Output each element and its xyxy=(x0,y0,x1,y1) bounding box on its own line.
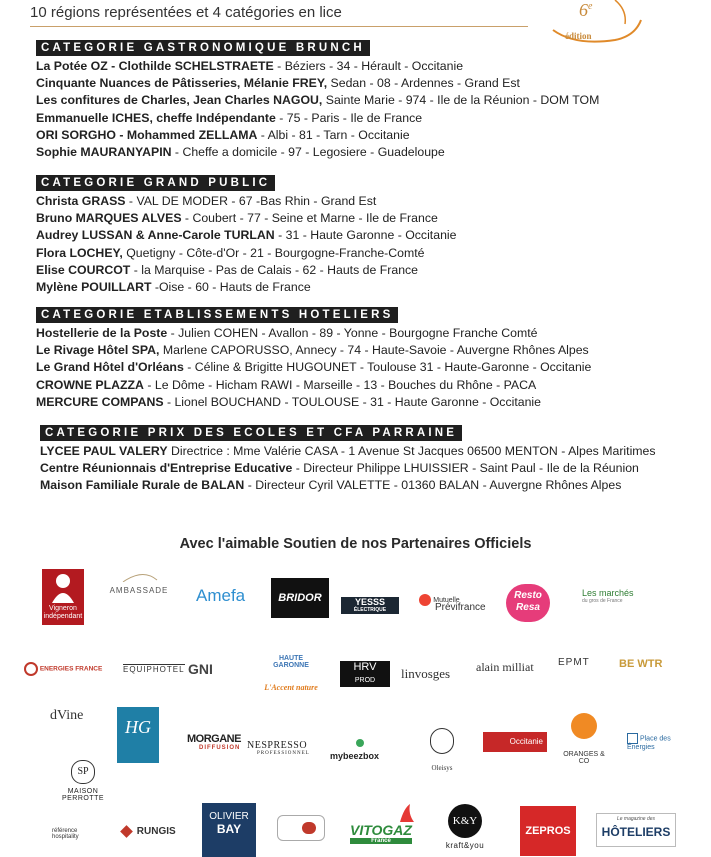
vitogaz-logo xyxy=(350,822,412,844)
header-title: 10 régions représentées et 4 catégories en lice xyxy=(30,4,342,21)
category-brunch xyxy=(36,38,676,161)
entry-row xyxy=(36,210,676,227)
entry-details: -Oise - 60 - Hauts de France xyxy=(151,280,311,295)
oranges-logo xyxy=(558,713,610,765)
entry-details: Directrice : Mme Valérie CASA - 1 Avenue St Jacques 06500 MENTON - Alpes Maritimes xyxy=(167,444,656,458)
previfrance-logo xyxy=(419,594,486,613)
partner-small-icon xyxy=(302,822,316,834)
ambassade-swoosh-icon xyxy=(103,572,175,582)
entry-name: Flora LOCHEY, xyxy=(36,245,123,260)
entry-row xyxy=(36,394,676,411)
entry-row xyxy=(36,127,676,144)
entry-name: Le Rivage Hôtel SPA, xyxy=(36,343,160,358)
entry-details: Sedan - 08 - Ardennes - Grand Est xyxy=(327,76,520,91)
entry-row xyxy=(36,279,676,296)
entry-name: Maison Familiale Rurale de BALAN xyxy=(40,478,245,493)
entry-row xyxy=(36,110,676,127)
entry-row xyxy=(40,443,680,460)
sp-icon: SP xyxy=(71,760,95,784)
vigneron-logo xyxy=(42,569,84,625)
entry-details: - 75 - Paris - Ile de France xyxy=(275,110,423,125)
entry-name: ORI SORGHO - Mohammed ZELLAMA xyxy=(36,127,258,142)
nespresso-label: NESPRESSO xyxy=(247,740,308,751)
yesss-label: YESSS xyxy=(354,597,385,607)
edition-number-value: 6 xyxy=(579,0,588,20)
entry-name: Cinquante Nuances de Pâtisseries, Mélanie FREY, xyxy=(36,76,328,91)
entry-details: - Cheffe a domicile - 97 - Legosiere - Guadeloupe xyxy=(171,145,445,160)
header-rule xyxy=(30,26,528,27)
entry-name: Elise COURCOT xyxy=(36,262,131,277)
entry-row xyxy=(36,342,676,359)
kraftyou-logo xyxy=(441,804,489,850)
vigneron-icon xyxy=(42,569,84,603)
ambassade-label: AMBASSADE xyxy=(109,586,169,595)
ky-icon: K&Y xyxy=(448,804,482,838)
oleisys-icon xyxy=(430,728,454,754)
edition-sup: e xyxy=(588,1,593,12)
category-title: CATEGORIE PRIX DES ECOLES ET CFA PARRAINE xyxy=(40,425,462,441)
mybeezbox-logo xyxy=(330,739,379,761)
energies-icon xyxy=(24,662,38,676)
entry-details: - Julien COHEN - Avallon - 89 - Yonne - Bourgogne Franche Comté xyxy=(167,326,538,340)
entry-row xyxy=(36,58,676,75)
entry-details: - Albi - 81 - Tarn - Occitanie xyxy=(257,127,410,142)
entry-row xyxy=(40,477,680,494)
entry-name: LYCEE PAUL VALERY xyxy=(40,444,168,458)
placeenergies-logo xyxy=(627,733,682,751)
entry-row xyxy=(36,377,676,394)
entry-name: Hostellerie de la Poste xyxy=(36,326,168,340)
entry-list xyxy=(40,443,680,495)
vigneron-label: Vigneron indépendant xyxy=(43,605,83,620)
hoteliers-sub: Le magazine des xyxy=(616,816,656,822)
haute-garonne-label: HAUTE GARONNE xyxy=(273,655,309,669)
entry-details: - Directeur Philippe LHUISSIER - Saint Paul - Ile de la Réunion xyxy=(292,461,639,476)
nespresso-sub: PROFESSIONNEL xyxy=(257,751,310,756)
entry-row xyxy=(36,227,676,244)
olivier-label: OLIVIER xyxy=(209,811,249,822)
reference-logo: référence hospitality xyxy=(52,828,79,840)
oleisys-label: Oleisys xyxy=(431,764,453,772)
oleisys-logo xyxy=(423,728,461,772)
occitanie-logo: Occitanie xyxy=(483,732,547,752)
entry-name: Le Grand Hôtel d'Orléans xyxy=(36,360,184,375)
entry-row xyxy=(36,359,676,376)
morgane-sub: DIFFUSION xyxy=(199,745,241,751)
entry-details: Quetigny - Côte-d'Or - 21 - Bourgogne-Franche-Comté xyxy=(122,245,425,260)
entry-list xyxy=(36,193,676,296)
rungis-label: RUNGIS xyxy=(136,826,176,837)
hoteliers-label: HÔTELIERS xyxy=(601,825,671,839)
entry-details: - 31 - Haute Garonne - Occitanie xyxy=(274,228,457,243)
alainmilliat-logo: alain milliat xyxy=(476,660,534,674)
partners-title: Avec l'aimable Soutien de nos Partenaires Officiels xyxy=(179,536,532,552)
hrv-label: HRV xyxy=(353,661,377,673)
entry-row xyxy=(36,245,676,262)
haute-garonne-logo xyxy=(263,655,319,692)
bridor-logo: BRIDOR xyxy=(271,578,329,618)
entry-details: - Directeur Cyril VALETTE - 01360 BALAN - Auvergne Rhônes Alpes xyxy=(244,478,622,493)
previfrance-icon xyxy=(419,594,431,606)
entry-details: - Céline & Brigitte HUGOUNET - Toulouse 31 - Haute-Garonne - Occitanie xyxy=(183,360,592,375)
nespresso-logo xyxy=(247,740,310,756)
rungis-logo xyxy=(122,826,176,837)
marches-label: Les marchés xyxy=(582,588,634,598)
entry-row xyxy=(36,262,676,279)
epmt-logo: EPMT xyxy=(558,657,590,668)
entry-name: Audrey LUSSAN & Anne-Carole TURLAN xyxy=(36,228,275,243)
kraft-label: kraft&you xyxy=(445,841,485,850)
mybeezbox-icon xyxy=(356,739,364,747)
oranges-label: ORANGES & CO xyxy=(563,751,605,765)
entry-details: Sainte Marie - 974 - Ile de la Réunion - DOM TOM xyxy=(322,93,600,108)
category-grand-public xyxy=(36,173,676,296)
category-hoteliers xyxy=(36,305,676,411)
category-title: CATEGORIE GRAND PUBLIC xyxy=(36,175,275,191)
morgane-logo xyxy=(187,733,241,751)
ambassade-logo xyxy=(103,586,175,595)
placeenergies-icon xyxy=(627,733,638,744)
mybeezbox-label: mybeezbox xyxy=(330,751,380,761)
entry-details: - Coubert - 77 - Seine et Marne - Ile de France xyxy=(181,211,438,226)
entry-list xyxy=(36,325,676,411)
gni-logo: GNI xyxy=(188,661,213,677)
entry-row xyxy=(36,325,676,342)
perrotte-label: MAISON PERROTTE xyxy=(61,788,105,802)
entry-details: - la Marquise - Pas de Calais - 62 - Hauts de France xyxy=(130,262,419,277)
orange-icon xyxy=(571,713,597,739)
entry-details: - Béziers - 34 - Hérault - Occitanie xyxy=(273,59,464,73)
bewtr-logo: BE WTR xyxy=(619,658,663,670)
entry-list xyxy=(36,58,676,161)
vitogaz-label: VITOGAZ xyxy=(350,822,412,838)
entry-name: MERCURE COMPANS xyxy=(36,394,164,409)
entry-row xyxy=(40,460,680,477)
olivierbay-logo xyxy=(202,803,256,857)
entry-row xyxy=(36,144,676,161)
category-title: CATEGORIE ETABLISSEMENTS HOTELIERS xyxy=(36,307,398,323)
amefa-logo: Amefa xyxy=(196,586,246,605)
linvosges-logo: linvosges xyxy=(401,666,451,681)
hg-logo: HG xyxy=(117,707,159,763)
placeenergies-label: Place des Énergies xyxy=(627,735,671,751)
entry-name: Centre Réunionnais d'Entreprise Educative xyxy=(40,461,293,476)
yesss-sub: ÉLECTRIQUE xyxy=(353,607,387,613)
hoteliers-logo xyxy=(596,813,676,847)
mutuelle-label: Mutuelle xyxy=(433,597,460,605)
entry-row xyxy=(36,75,676,92)
entry-name: Sophie MAURANYAPIN xyxy=(36,145,172,160)
hrv-sub: PROD xyxy=(354,677,376,684)
entry-row xyxy=(36,193,676,210)
entry-name: Bruno MARQUES ALVES xyxy=(36,211,182,226)
rungis-icon xyxy=(120,825,133,838)
yesss-logo xyxy=(341,597,399,614)
perrotte-logo xyxy=(46,760,120,802)
haute-garonne-sub: L'Accent nature xyxy=(264,683,318,692)
marches-sub: du gros de France xyxy=(582,598,623,604)
marches-logo xyxy=(582,588,634,604)
restoresa-logo: Resto Resa xyxy=(506,584,550,622)
entry-name: Les confitures de Charles, Jean Charles NAGOU, xyxy=(36,93,323,108)
equiphotel-logo: EQUIPHOTEL xyxy=(123,665,185,674)
bay-label: BAY xyxy=(216,822,242,836)
energies-logo xyxy=(24,662,102,676)
category-title: CATEGORIE GASTRONOMIQUE BRUNCH xyxy=(36,40,370,56)
entry-details: - Lionel BOUCHAND - TOULOUSE - 31 - Haute Garonne - Occitanie xyxy=(163,394,541,409)
entry-details: - Le Dôme - Hicham RAWI - Marseille - 13 - Bouches du Rhône - PACA xyxy=(143,377,537,392)
hrv-logo xyxy=(340,661,390,687)
entry-details: Marlene CAPORUSSO, Annecy - 74 - Haute-Savoie - Auvergne Rhônes Alpes xyxy=(159,343,589,358)
entry-name: Emmanuelle ICHES, cheffe Indépendante xyxy=(36,110,276,125)
edition-label: édition xyxy=(565,31,592,41)
partner-logo-small xyxy=(277,815,325,841)
category-ecoles xyxy=(40,423,680,495)
entry-name: Mylène POUILLART xyxy=(36,280,152,295)
entry-name: La Potée OZ - Clothilde SCHELSTRAETE xyxy=(36,59,274,73)
entry-row xyxy=(36,92,676,109)
energies-label: ENERGIES FRANCE xyxy=(39,665,103,673)
previfrance-label: Prévifrance xyxy=(435,602,486,613)
zepros-logo: ZEPROS xyxy=(520,806,576,856)
entry-name: CROWNE PLAZZA xyxy=(36,377,144,392)
dvine-logo: dVine xyxy=(50,708,84,723)
vitogaz-sub: France xyxy=(350,838,412,844)
entry-name: Christa GRASS xyxy=(36,194,126,208)
morgane-label: MORGANE xyxy=(187,733,241,745)
entry-details: - VAL DE MODER - 67 -Bas Rhin - Grand Est xyxy=(125,194,377,208)
edition-number xyxy=(579,0,592,21)
